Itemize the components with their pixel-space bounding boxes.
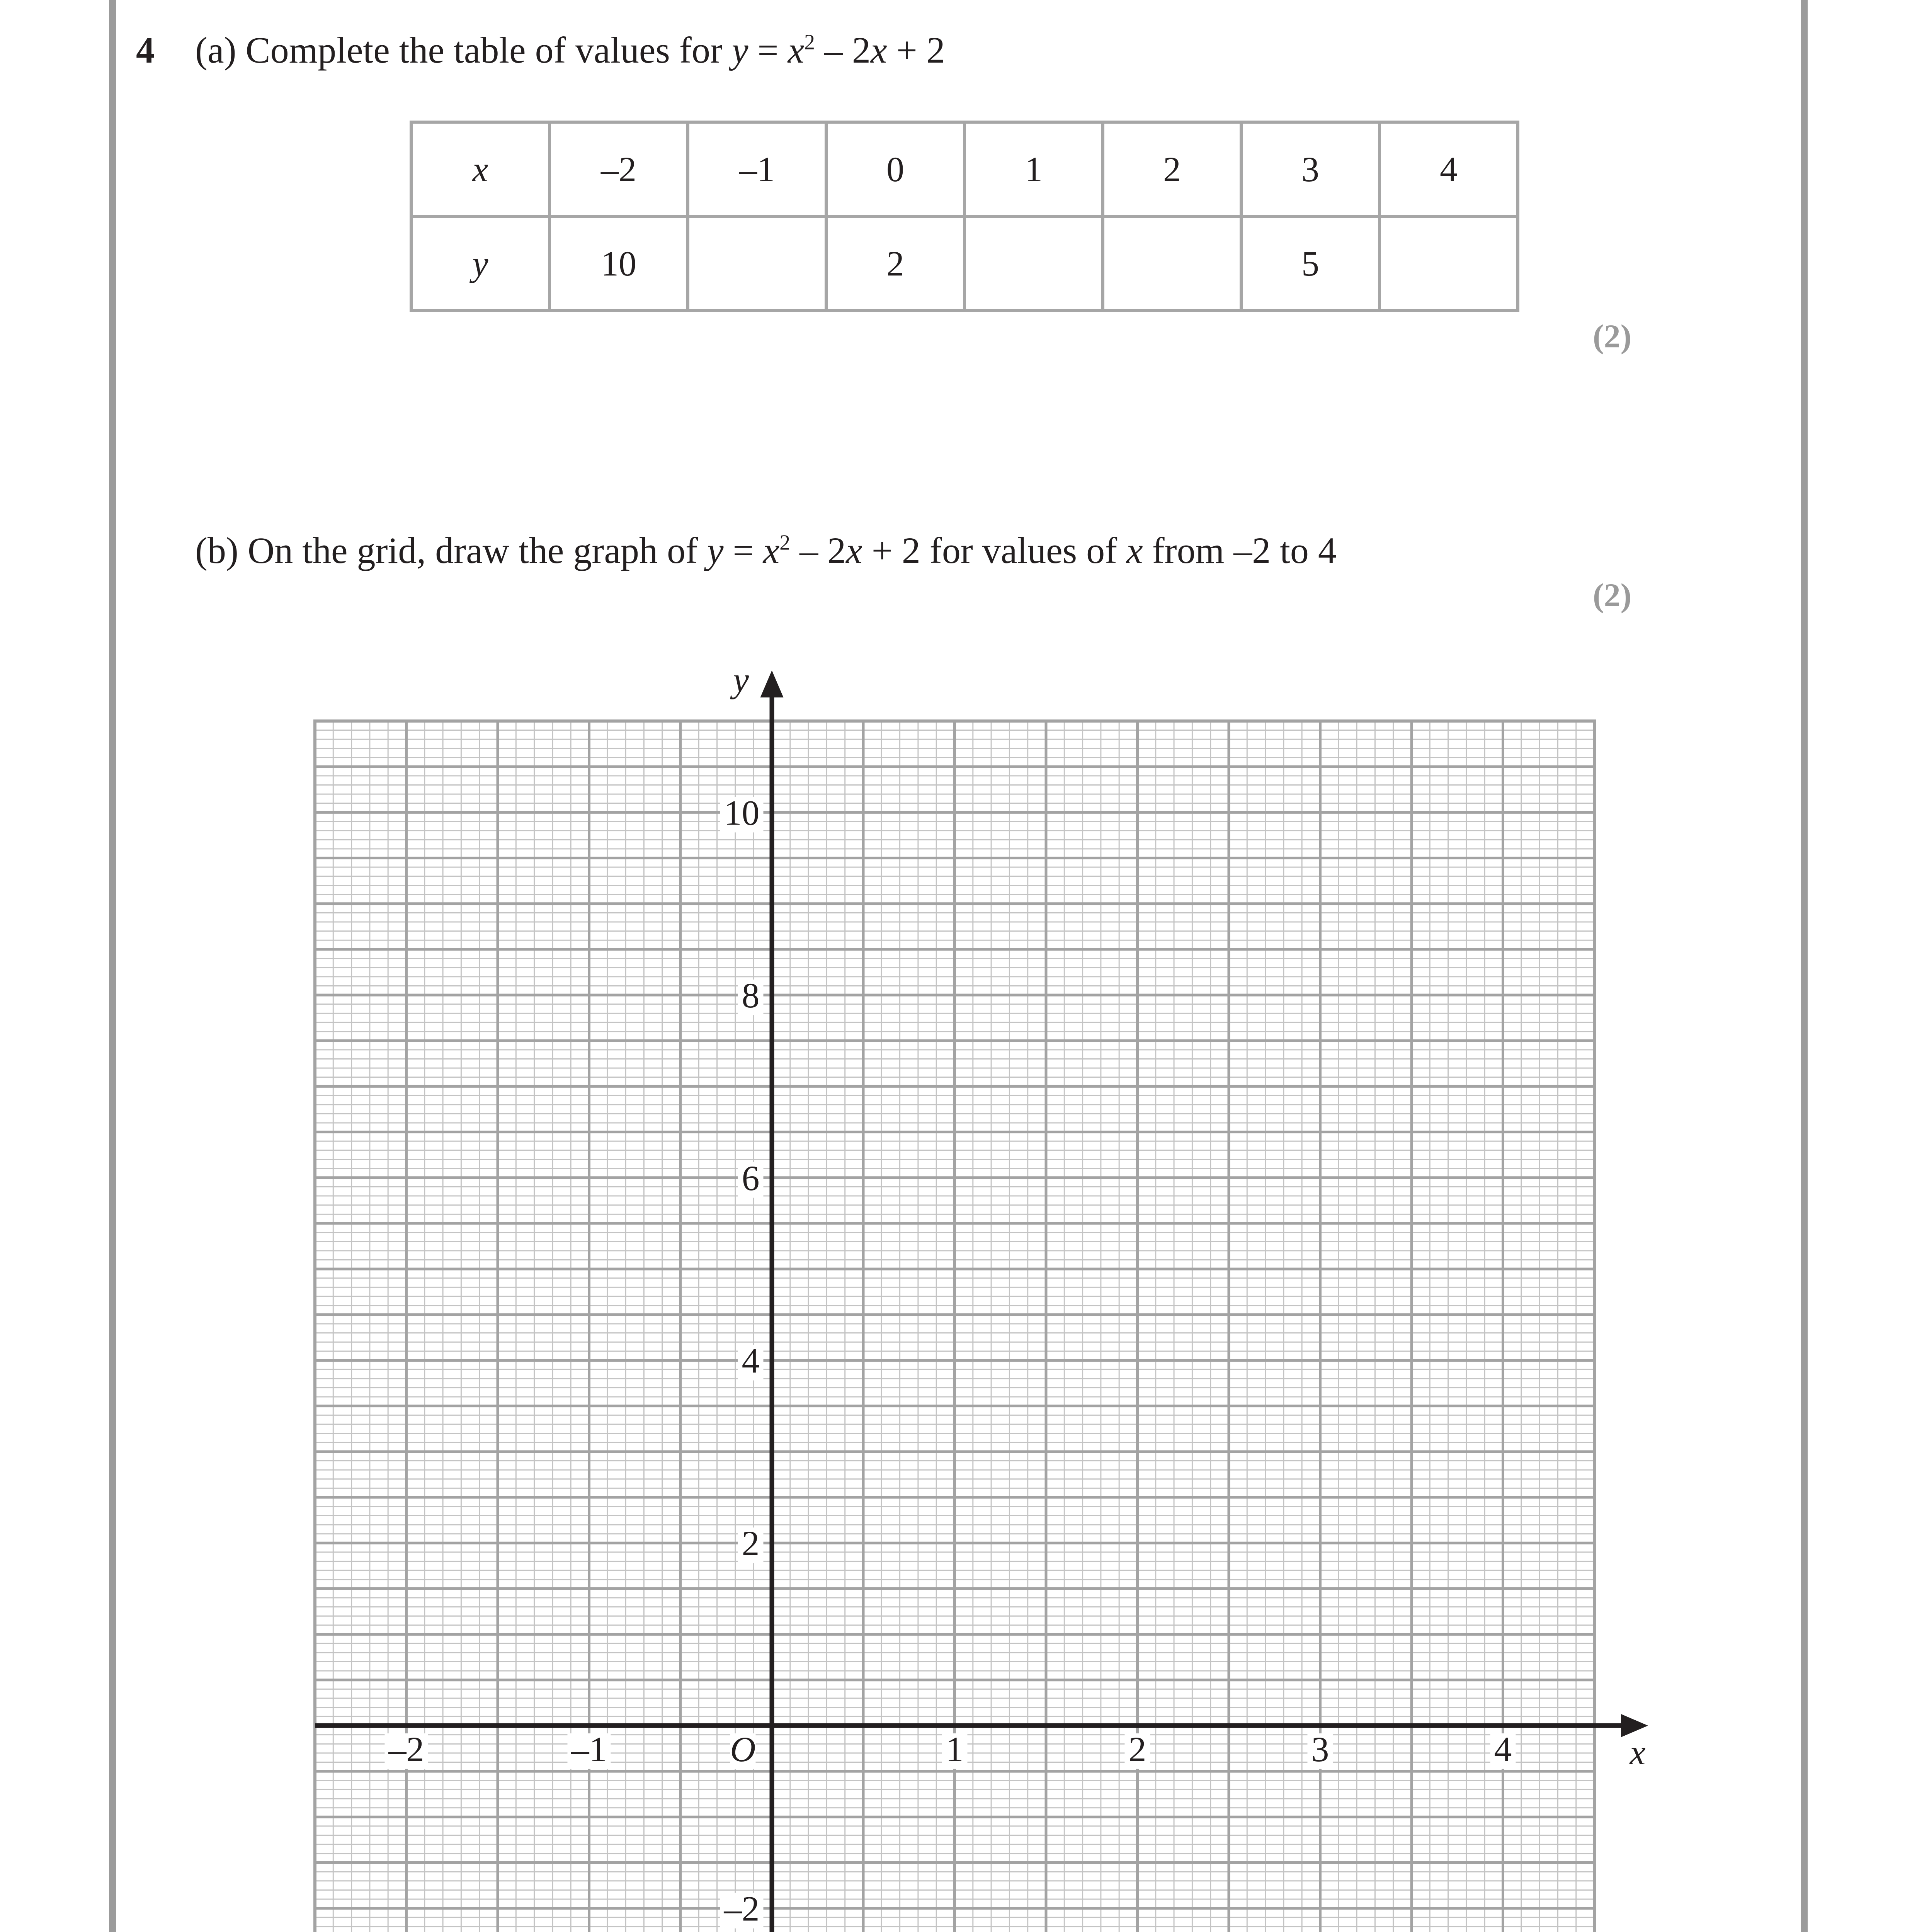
x-tick-label: 1 [946, 1729, 964, 1769]
table-cell-y[interactable]: 2 [826, 216, 964, 311]
part-a-var-x2: x [871, 29, 887, 71]
part-a-label: (a) [195, 29, 236, 71]
table-cell-x: –1 [688, 122, 826, 216]
part-b-equals: = [723, 530, 763, 571]
y-axis-arrowhead [760, 670, 784, 697]
question-number: 4 [136, 29, 155, 71]
table-cell-y[interactable]: 10 [549, 216, 688, 311]
part-b-label: (b) [195, 530, 238, 571]
y-tick-label: 8 [742, 976, 760, 1015]
part-b-text-after: from –2 to 4 [1143, 530, 1337, 571]
y-tick-label: 10 [724, 793, 760, 833]
x-tick-label: 4 [1494, 1729, 1512, 1769]
part-b-eq-rest: – 2 [790, 530, 846, 571]
part-b-text: On the grid, draw the graph of [247, 530, 707, 571]
x-axis-label: x [1630, 1732, 1646, 1772]
part-b-var-y: y [707, 530, 724, 571]
part-a-marks: (2) [1593, 318, 1632, 355]
part-a-eq-end: + 2 [887, 29, 945, 71]
table-cell-x: 4 [1379, 122, 1518, 216]
part-b-var-x: x [763, 530, 780, 571]
part-a-text: Complete the table of values for [245, 29, 732, 71]
part-b-power: 2 [779, 531, 791, 555]
y-tick-label: 4 [742, 1341, 760, 1381]
y-tick-label: 6 [742, 1158, 760, 1198]
table-cell-x: 1 [964, 122, 1103, 216]
part-a-var-y: y [731, 29, 748, 71]
table-cell-x: –2 [549, 122, 688, 216]
y-axis-label: y [733, 660, 749, 699]
x-tick-label: –1 [571, 1729, 607, 1769]
part-a-eq-rest: – 2 [815, 29, 871, 71]
x-tick-label: –2 [388, 1729, 424, 1769]
table-header-x: x [411, 122, 549, 216]
x-tick-label: 3 [1311, 1729, 1329, 1769]
origin-label: O [730, 1729, 756, 1769]
table-cell-y[interactable]: 5 [1241, 216, 1379, 311]
part-b-var-x2: x [846, 530, 862, 571]
part-a-var-x: x [788, 29, 805, 71]
table-cell-x: 2 [1103, 122, 1241, 216]
table-cell-x: 0 [826, 122, 964, 216]
y-tick-label: 2 [742, 1524, 760, 1563]
part-a-power: 2 [804, 30, 815, 54]
x-tick-label: 2 [1128, 1729, 1146, 1769]
part-b-marks: (2) [1593, 577, 1632, 614]
table-cell-x: 3 [1241, 122, 1379, 216]
part-b-var-x3: x [1126, 530, 1143, 571]
table-header-y: y [411, 216, 549, 311]
y-tick-label: –2 [724, 1889, 760, 1929]
part-a-equals: = [748, 29, 788, 71]
part-b-eq-mid2: + 2 for values of [862, 530, 1127, 571]
